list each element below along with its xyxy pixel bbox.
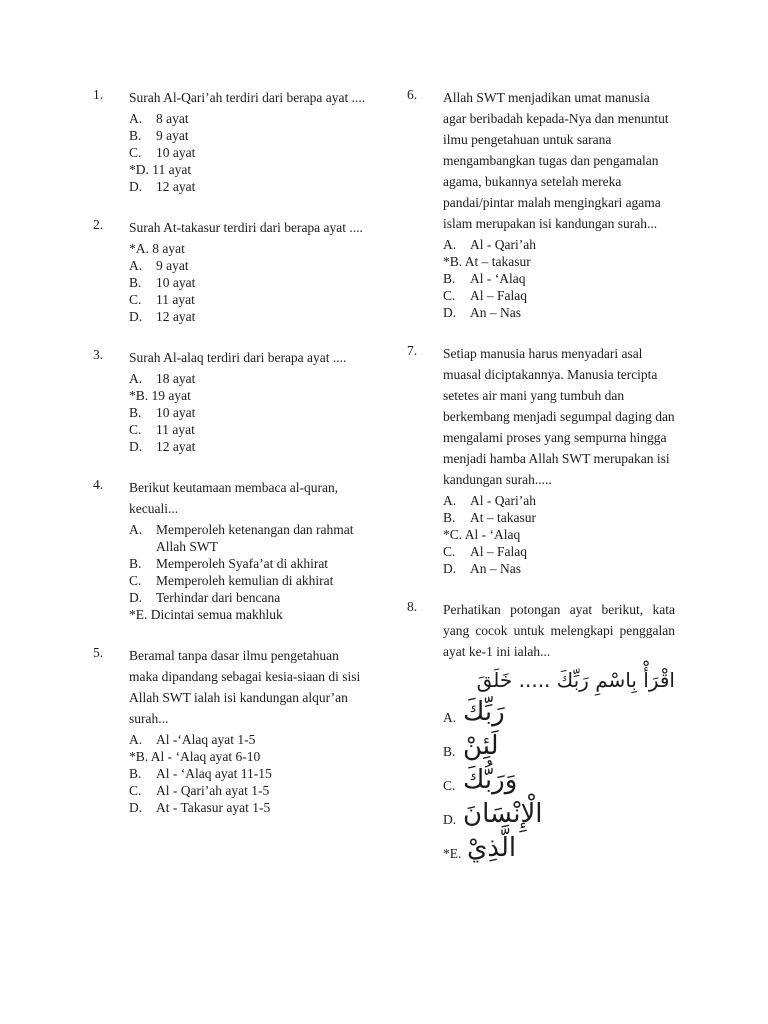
answer-option <box>129 274 368 291</box>
option-list <box>129 110 368 195</box>
option-list <box>129 731 368 816</box>
option-text: 11 ayat <box>156 422 195 437</box>
option-letter: C. <box>129 145 142 160</box>
answer-option <box>443 492 675 509</box>
option-text: Memperoleh ketenangan dan rahmat Allah SWT <box>156 522 354 554</box>
option-letter: *B. <box>443 254 463 269</box>
option-text: Al - ‘Alaq <box>464 527 521 542</box>
question <box>407 87 675 321</box>
option-text: 11 ayat <box>152 162 192 177</box>
answer-option <box>129 404 368 421</box>
question-number: 1. <box>93 87 104 102</box>
answer-option <box>443 270 675 287</box>
option-text: Al - Qari’ah ayat 1-5 <box>156 783 270 798</box>
option-letter: *C. <box>443 527 463 542</box>
option-arabic-text: وَرَبُّكَ <box>463 765 518 795</box>
answer-option <box>129 572 368 589</box>
option-text: 12 ayat <box>156 309 196 324</box>
question <box>93 477 368 623</box>
question-number: 5. <box>93 645 104 660</box>
option-letter: D. <box>129 439 143 454</box>
question-stem: Allah SWT menjadikan umat manusia agar beribadah kepada-Nya dan menuntut ilmu pengetahuan untuk sarana mengambangkan tugas dan pengamalan agama, bukannya setelah mereka pandai/pintar malah mengingkari agama islam merupakan isi kandungan surah... <box>443 90 669 231</box>
option-list <box>129 240 368 325</box>
option-letter: *B. <box>129 388 149 403</box>
option-text: Memperoleh kemulian di akhirat <box>156 573 334 588</box>
answer-option <box>129 765 368 782</box>
option-text: Al – Falaq <box>470 288 527 303</box>
option-text: At – takasur <box>470 510 536 525</box>
option-letter: C. <box>129 422 142 437</box>
answer-option <box>443 526 675 543</box>
answer-option <box>129 589 368 606</box>
option-text: 11 ayat <box>156 292 195 307</box>
option-letter: B. <box>443 271 456 286</box>
option-letter: C. <box>443 778 456 793</box>
question-number: 8. <box>407 599 418 614</box>
answer-option <box>443 253 675 270</box>
option-text: Terhindar dari bencana <box>156 590 281 605</box>
option-letter: A. <box>129 258 143 273</box>
option-letter: B. <box>129 556 142 571</box>
option-text: Al -‘Alaq ayat 1-5 <box>156 732 256 747</box>
answer-option <box>129 521 368 555</box>
option-text: 10 ayat <box>156 275 196 290</box>
option-text: 10 ayat <box>156 145 196 160</box>
option-list <box>443 236 675 321</box>
question-number: 2. <box>93 217 104 232</box>
answer-option <box>129 178 368 195</box>
option-text: 18 ayat <box>156 371 196 386</box>
option-text: Al - Qari’ah <box>470 493 536 508</box>
option-arabic-text: الَّذِيْ <box>467 833 517 863</box>
left-column <box>93 87 368 838</box>
answer-option <box>129 799 368 816</box>
question-stem: Berikut keutamaan membaca al-quran, kecuali... <box>129 480 339 516</box>
option-letter: A. <box>129 522 143 537</box>
option-letter: *B. <box>129 749 149 764</box>
question <box>93 645 368 816</box>
answer-option <box>129 308 368 325</box>
option-text: An – Nas <box>470 561 521 576</box>
answer-option <box>129 731 368 748</box>
option-letter: A. <box>443 493 457 508</box>
answer-option <box>443 236 675 253</box>
question-stem: Beramal tanpa dasar ilmu pengetahuan maka dipandang sebagai kesia-siaan di sisi Allah SWT ialah isi kandungan alqur’an surah... <box>129 648 361 726</box>
option-text: Memperoleh Syafa’at di akhirat <box>156 556 329 571</box>
option-text: Al - ‘Alaq ayat 6-10 <box>150 749 261 764</box>
answer-option <box>443 832 675 866</box>
question-stem: Setiap manusia harus menyadari asal muasal diciptakannya. Manusia tercipta setetes air mani yang tumbuh dan berkembang menjadi segumpal daging dan mengalami proses yang sempurna hingga menjadi hamba Allah SWT merupakan isi kandungan surah..... <box>443 346 675 487</box>
option-text: Al - ‘Alaq ayat 11-15 <box>156 766 272 781</box>
option-letter: C. <box>129 783 142 798</box>
option-letter: D. <box>129 309 143 324</box>
answer-option <box>443 764 675 798</box>
option-letter: B. <box>443 510 456 525</box>
option-text: Al – Falaq <box>470 544 527 559</box>
option-letter: *D. <box>129 162 149 177</box>
question-stem: Surah Al-Qari’ah terdiri dari berapa ayat .... <box>129 90 366 105</box>
option-text: 19 ayat <box>151 388 191 403</box>
answer-option <box>129 144 368 161</box>
option-letter: B. <box>129 275 142 290</box>
question <box>93 217 368 325</box>
question-number: 3. <box>93 347 104 362</box>
answer-option <box>129 161 368 178</box>
option-text: 8 ayat <box>156 111 189 126</box>
answer-option <box>443 543 675 560</box>
option-letter: C. <box>443 288 456 303</box>
answer-option <box>443 560 675 577</box>
question <box>407 599 675 866</box>
option-text: Al - ‘Alaq <box>470 271 526 286</box>
question <box>93 347 368 455</box>
answer-option <box>443 798 675 832</box>
option-letter: *A. <box>129 241 149 256</box>
option-text: Dicintai semua makhluk <box>150 607 283 622</box>
answer-option <box>129 555 368 572</box>
option-letter: B. <box>443 744 456 759</box>
option-letter: A. <box>129 732 143 747</box>
option-letter: B. <box>129 766 142 781</box>
option-letter: D. <box>443 561 457 576</box>
option-letter: *E. <box>443 846 462 861</box>
question-number: 4. <box>93 477 104 492</box>
option-letter: C. <box>129 292 142 307</box>
option-letter: D. <box>129 800 143 815</box>
option-text: 8 ayat <box>152 241 185 256</box>
option-letter: D. <box>443 812 457 827</box>
option-text: 12 ayat <box>156 439 196 454</box>
answer-option <box>443 287 675 304</box>
option-letter: B. <box>129 405 142 420</box>
option-text: 9 ayat <box>156 258 189 273</box>
option-letter: A. <box>129 111 143 126</box>
option-letter: A. <box>443 237 457 252</box>
answer-option <box>129 421 368 438</box>
answer-option <box>443 304 675 321</box>
option-letter: A. <box>443 710 457 725</box>
option-list <box>129 370 368 455</box>
option-list <box>443 492 675 577</box>
answer-option <box>443 509 675 526</box>
option-letter: C. <box>443 544 456 559</box>
question <box>93 87 368 195</box>
option-text: 10 ayat <box>156 405 196 420</box>
question <box>407 343 675 577</box>
option-letter: A. <box>129 371 143 386</box>
option-letter: *E. <box>129 607 148 622</box>
option-arabic-text: رَبِّكَ <box>463 697 505 727</box>
answer-option <box>129 370 368 387</box>
option-text: An – Nas <box>470 305 521 320</box>
answer-option <box>129 782 368 799</box>
answer-option <box>129 438 368 455</box>
option-text: At - Takasur ayat 1-5 <box>156 800 271 815</box>
answer-option <box>129 387 368 404</box>
option-letter: D. <box>129 590 143 605</box>
question-number: 7. <box>407 343 418 358</box>
question-stem: Perhatikan potongan ayat berikut, kata yang cocok untuk melengkapi penggalan ayat ke-1 ini ialah... <box>443 602 675 659</box>
option-letter: D. <box>129 179 143 194</box>
question-number: 6. <box>407 87 418 102</box>
answer-option <box>443 730 675 764</box>
answer-option <box>129 291 368 308</box>
answer-option <box>129 257 368 274</box>
answer-option <box>129 606 368 623</box>
option-list <box>129 521 368 623</box>
question-stem: Surah At-takasur terdiri dari berapa ayat .... <box>129 220 363 235</box>
answer-option <box>129 240 368 257</box>
question-stem: Surah Al-alaq terdiri dari berapa ayat .... <box>129 350 347 365</box>
option-letter: B. <box>129 128 142 143</box>
option-letter: C. <box>129 573 142 588</box>
answer-option <box>129 110 368 127</box>
answer-option <box>443 696 675 730</box>
right-column <box>407 87 675 888</box>
answer-option <box>129 748 368 765</box>
arabic-verse: اقْرَأْ بِاسْمِ رَبِّكَ ..... خَلَقَ <box>476 668 675 692</box>
option-arabic-text: الْإِنْسَانَ <box>463 799 543 829</box>
option-text: At – takasur <box>464 254 531 269</box>
option-text: 12 ayat <box>156 179 196 194</box>
option-letter: D. <box>443 305 457 320</box>
option-text: 9 ayat <box>156 128 189 143</box>
option-text: Al - Qari’ah <box>470 237 536 252</box>
answer-option <box>129 127 368 144</box>
option-arabic-text: لَئِنْ <box>463 731 499 761</box>
